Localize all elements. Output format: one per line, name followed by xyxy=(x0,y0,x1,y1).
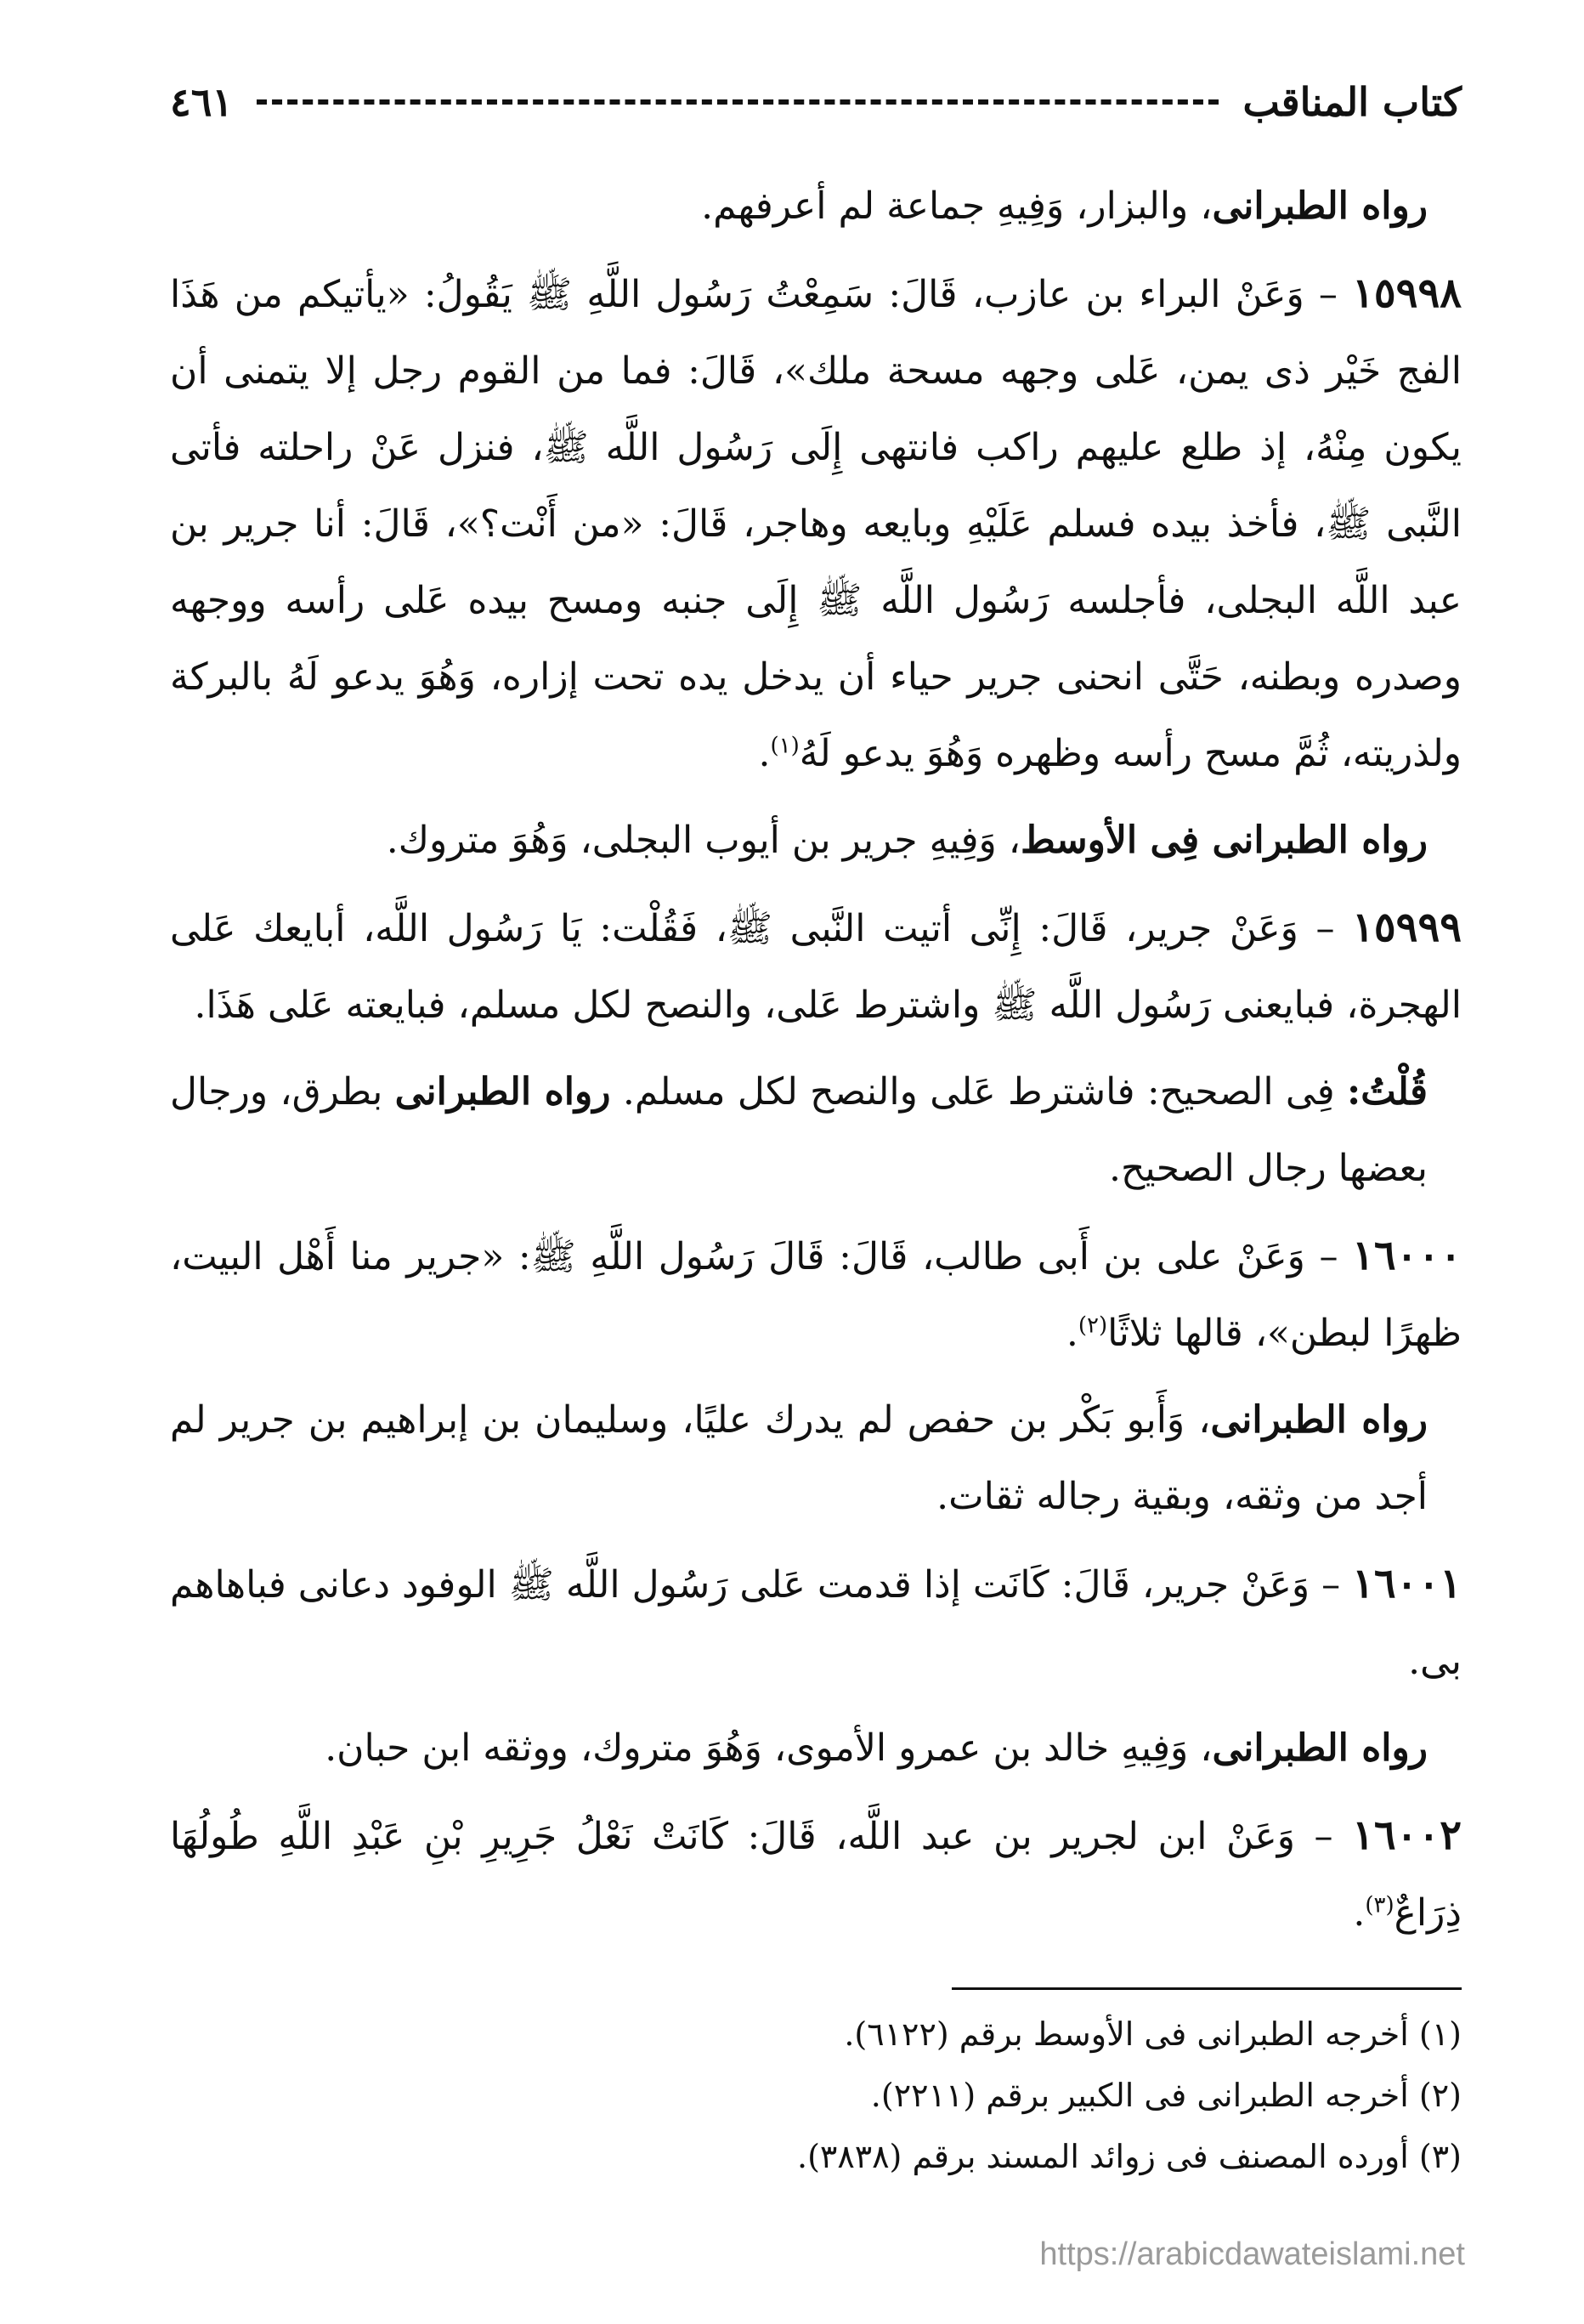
chapter-title: كتاب المناقب xyxy=(1242,79,1462,125)
footnote-separator xyxy=(952,1987,1462,1990)
footnotes xyxy=(170,2004,1462,2187)
hadith-number: ١٦٠٠٠ xyxy=(1352,1232,1462,1279)
hadith-16000: ١٦٠٠٠ – وَعَنْ على بن أَبى طالب، قَالَ: قَالَ رَسُول اللَّهِ ﷺ: «جرير منا أَهْل البيت، ظهرًا لبطن»، قالها ثلاثًا$^{(٢)}$. xyxy=(170,1232,1462,1355)
hadith-number: ١٥٩٩٩ xyxy=(1352,904,1462,951)
hadith-number: ١٥٩٩٨ xyxy=(1352,269,1462,317)
narration-note: رواه الطبرانى فِى الأوسط، وَفِيهِ جرير بن أيوب البجلى، وَهُوَ متروك. xyxy=(386,819,1428,862)
footnote: (٢) أخرجه الطبرانى فى الكبير برقم (٢٢١١). xyxy=(870,2077,1462,2114)
narration-note: رواه الطبرانى، والبزار، وَفِيهِ جماعة لم أعرفهم. xyxy=(701,184,1428,228)
hadith-15998: ١٥٩٩٨ – وَعَنْ البراء بن عازب، قَالَ: سَمِعْتُ رَسُول اللَّهِ ﷺ يَقُولُ: «يأتيكم من هَذَا الفج خَيْر ذى يمن، عَلى وجهه مسحة ملك»، قَالَ: فما من القوم رجل إلا يتمنى أن يكون مِنْهُ، إذ طلع عليهم راكب فانتهى إِلَى رَسُول اللَّه ﷺ، فنزل عَنْ راحلته فأتى النَّبى ﷺ، فأخذ بيده فسلم عَلَيْهِ وبايعه وهاجر، قَالَ: «من أَنْت؟»، قَالَ: أنا جرير بن عبد اللَّه البجلى، فأجلسه رَسُول اللَّه ﷺ إِلَى جنبه ومسح بيده عَلى رأسه ووجهه وصدره وبطنه، حَتَّى انحنى جرير حياء أن يدخل يده تحت إزاره، وَهُوَ يدعو لَهُ بالبركة ولذريته، ثُمَّ مسح رأسه وظهره وَهُوَ يدعو لَهُ$^{(١)}$. xyxy=(170,269,1462,775)
page-header xyxy=(170,60,1462,145)
hadith-number: ١٦٠٠٢ xyxy=(1352,1811,1462,1859)
footnote-ref[interactable]: (١) xyxy=(770,733,800,759)
main-text xyxy=(170,168,1462,1952)
footnote: (١) أخرجه الطبرانى فى الأوسط برقم (٦١٢٢). xyxy=(844,2015,1462,2053)
narration-note: رواه الطبرانى، وَفِيهِ خالد بن عمرو الأموى، وَهُوَ متروك، ووثقه ابن حبان. xyxy=(325,1726,1428,1770)
hadith-16001: ١٦٠٠١ – وَعَنْ جرير، قَالَ: كَانَت إذا قدمت عَلى رَسُول اللَّه ﷺ الوفود دعانى فباهاهم بى. xyxy=(170,1560,1462,1683)
source-watermark: https://arabicdawateislami.net xyxy=(1039,2236,1465,2272)
hadith-16002: ١٦٠٠٢ – وَعَنْ ابن لجرير بن عبد اللَّه، قَالَ: كَانَتْ نَعْلُ جَرِيرِ بْنِ عَبْدِ اللَّهِ طُولُهَا ذِرَاعٌ$^{(٣)}$. xyxy=(170,1811,1462,1935)
header-dashed-rule xyxy=(257,99,1219,105)
footnote-ref[interactable]: (٢) xyxy=(1078,1312,1108,1339)
narration-note: رواه الطبرانى، وَأَبو بَكْر بن حفص لم يدرك عليًا، وسليمان بن إبراهيم بن جرير لم أجد من وثقه، وبقية رجاله ثقات. xyxy=(170,1398,1428,1518)
hadith-15999: ١٥٩٩٩ – وَعَنْ جرير، قَالَ: إِنِّى أتيت النَّبى ﷺ، فَقُلْت: يَا رَسُول اللَّه، أبايعك عَلى الهجرة، فبايعنى رَسُول اللَّه ﷺ واشترط عَلى، والنصح لكل مسلم، فبايعته عَلى هَذَا. xyxy=(170,904,1462,1027)
book-page xyxy=(170,60,1462,2187)
page-number: ٤٦١ xyxy=(170,79,234,125)
hadith-number: ١٦٠٠١ xyxy=(1352,1560,1462,1607)
footnote-ref[interactable]: (٣) xyxy=(1365,1892,1394,1919)
footnote: (٣) أورده المصنف فى زوائد المسند برقم (٣٨٣٨). xyxy=(797,2138,1462,2175)
qult-note: قُلْتُ: فِى الصحيح: فاشترط عَلى والنصح لكل مسلم. رواه الطبرانى بطرق، ورجال بعضها رجال الصحيح. xyxy=(170,1070,1428,1190)
